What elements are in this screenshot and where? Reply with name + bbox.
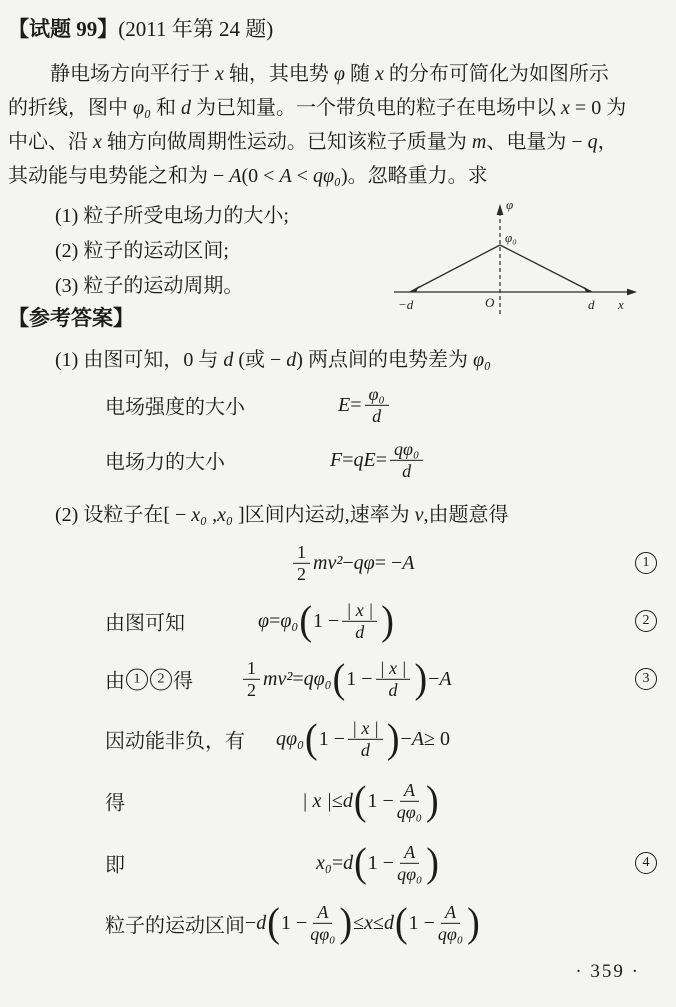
question-item-2: (2) 粒子的运动区间; [55, 240, 229, 262]
potential-graph [392, 196, 670, 322]
problem-title [8, 13, 273, 43]
statement-line-1: 静电场方向平行于 x 轴，其电势 φ 随 x 的分布可简化为如图所示 [50, 63, 609, 85]
equation-label: 因动能非负，有 [105, 730, 245, 753]
formula-F: F = qE = $\frac{\text{qφ₀}}{d}$ [330, 439, 426, 481]
question-item-3: (3) 粒子的运动周期。 [55, 275, 244, 297]
statement-line-3: 中心、沿 x 轴方向做周期性运动。已知该粒子质量为 m、电量为 − q， [8, 131, 618, 153]
equation-label: 电场力的大小 [105, 451, 225, 474]
equation-row-E [0, 378, 676, 432]
peak-value-label: φ₀ [505, 230, 517, 245]
equation-row-nonneg [0, 712, 676, 766]
equation-label: 即 [105, 854, 125, 877]
formula-eq2: φ = φ₀ ( 1 − $\frac{| x |}{d}$ ) [258, 598, 394, 644]
equation-label: 粒子的运动区间 [105, 914, 245, 937]
equation-row-2 [0, 594, 676, 648]
equation-row-4 [0, 836, 676, 890]
x-axis-label: x [618, 297, 624, 312]
minus-d-label: −d [398, 297, 414, 312]
formula-eq1: $\frac{1}{2}$ mv² − qφ = − A [290, 542, 414, 584]
answer2-intro: (2) 设粒子在[ − x₀ ,x₀ ]区间内运动,速率为 v,由题意得 [55, 504, 509, 526]
formula-eq3: $\frac{1}{2}$ mv² = qφ₀ ( 1 − $\frac{| x |}{d}$ ) − A [240, 658, 452, 700]
equation-label: 由图可知 [105, 612, 185, 635]
equation-row-de [0, 774, 676, 828]
potential-curve-right [500, 245, 592, 292]
problem-statement [8, 57, 670, 193]
equation-number-4: 4 [635, 852, 657, 874]
formula-nonneg: qφ₀ ( 1 − $\frac{| x |}{d}$ ) − A ≥ 0 [276, 716, 450, 762]
equation-number-1: 1 [635, 552, 657, 574]
question-item-1: (1) 粒子所受电场力的大小; [55, 205, 289, 227]
equation-row-interval [0, 896, 676, 950]
phi-axis-arrow-icon [497, 204, 504, 215]
equation-number-2: 2 [635, 610, 657, 632]
origin-label: O [485, 295, 495, 310]
formula-interval: − d ( 1 − $\frac{A}{\text{qφ₀}}$ ) ≤ x ≤ d ( 1 − $\frac{A}{\text{qφ₀}}$ ) [245, 900, 480, 946]
equation-row-F [0, 433, 676, 487]
equation-row-3 [0, 652, 676, 706]
d-label: d [588, 297, 595, 312]
equation-number-3: 3 [635, 668, 657, 690]
phi-axis-label: φ [506, 197, 514, 212]
formula-x0: x₀ = d ( 1 − $\frac{A}{\text{qφ₀}}$ ) [316, 840, 439, 886]
problem-number: 【试题 99】 [8, 17, 119, 41]
formula-abs-x: | x | ≤ d ( 1 − $\frac{A}{\text{qφ₀}}$ ) [302, 778, 439, 824]
statement-line-2: 的折线，图中 φ₀ 和 d 为已知量。一个带负电的粒子在电场中以 x = 0 为 [8, 97, 627, 119]
equation-row-1 [0, 536, 676, 590]
equation-label: 得 [105, 792, 125, 815]
equation-label: 由 1 2 得 [105, 665, 193, 694]
answer1-intro: (1) 由图可知，0 与 d (或 − d) 两点间的电势差为 φ₀ [55, 349, 491, 371]
statement-line-4: 其动能与电势能之和为 − A(0 < A < qφ₀)。忽略重力。求 [8, 165, 488, 187]
x-axis-arrow-icon [627, 289, 637, 296]
problem-source: (2011 年第 24 题) [118, 17, 274, 41]
formula-E: E = $\frac{\text{φ₀}}{d}$ [338, 384, 392, 426]
answer-header: 【参考答案】 [8, 306, 134, 330]
equation-label: 电场强度的大小 [105, 396, 245, 419]
interval-line [105, 902, 481, 944]
left-end-arrow-icon [410, 286, 419, 292]
page-number: · 359 · [575, 961, 640, 982]
potential-curve-left [410, 245, 500, 292]
potential-graph-figure [392, 196, 670, 322]
